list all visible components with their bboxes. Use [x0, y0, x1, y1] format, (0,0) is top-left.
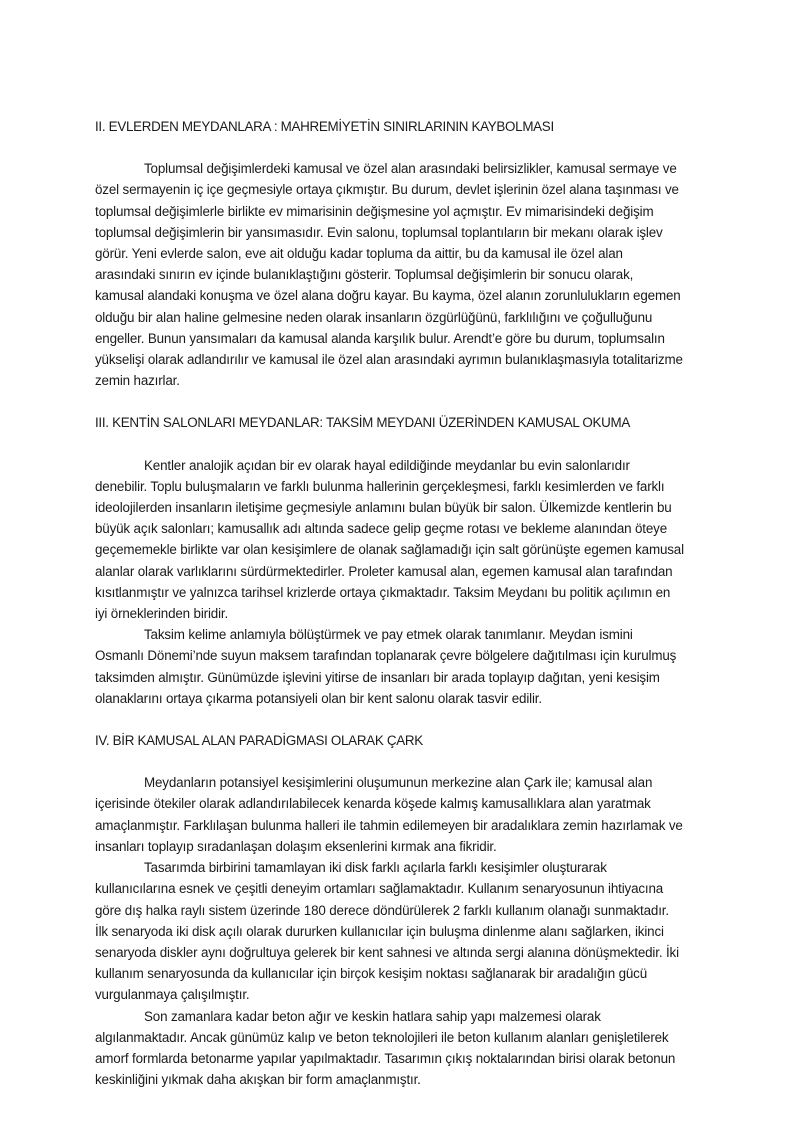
text-line: Meydanların potansiyel kesişimlerini oluşumunun merkezine alan Çark ile; kamusal alan: [144, 775, 653, 791]
text-line: insanları toplayıp sıradanlaşan dolaşım eksenlerini kırmak ana fikridir.: [95, 838, 497, 854]
section-body: [95, 772, 715, 1090]
text-line: engeller. Bunun yansımaları da kamusal alanda karşılık bulur. Arendt’e göre bu durum, toplumsalın: [95, 330, 665, 346]
text-line: göre dış halka raylı sistem üzerinde 180 derece döndürülerek 2 farklı kullanım olanağı sunmaktadır.: [95, 902, 669, 918]
text-line: denebilir. Toplu buluşmaların ve farklı bulunma hallerinin gerçekleşmesi, farklı kesimlerden ve farklı: [95, 478, 665, 494]
text-line: yükselişi olarak adlandırılır ve kamusal ile özel alan arasındaki ayrımın bulanıklaşmasıyla totalitarizme: [95, 352, 683, 368]
text-line: geçememekle birlikte var olan kesişimlere de olanak sağlamadığı için salt görünüşte egemen kamusal: [95, 542, 684, 558]
text-line: özel sermayenin iç içe geçmesiyle ortaya çıkmıştır. Bu durum, devlet işlerinin özel alana taşınması ve: [95, 182, 679, 198]
section-heading: III. KENTİN SALONLARI MEYDANLAR: TAKSİM MEYDANI ÜZERİNDEN KAMUSAL OKUMA: [95, 415, 631, 431]
paragraph: [95, 772, 715, 857]
document-page: [95, 116, 715, 1111]
text-line: amaçlanmıştır. Farklılaşan bulunma halleri ile tahmin edilemeyen bir aradalıklara zemin hazırlamak ve: [95, 817, 683, 833]
text-line: iyi örneklerinden biridir.: [95, 606, 229, 622]
text-line: kullanıcılarına esnek ve çeşitli deneyim ortamları sağlamaktadır. Kullanım senaryosunun ihtiyacına: [95, 881, 664, 897]
text-line: zemin hazırlar.: [95, 373, 180, 389]
text-line: toplumsal değişimlerle birlikte ev mimarisinin değişmesine yol açmıştır. Ev mimarisindeki değişim: [95, 203, 654, 219]
text-line: vurgulanmaya çalışılmıştır.: [95, 987, 250, 1003]
text-line: Tasarımda birbirini tamamlayan iki disk farklı açılarla farklı kesişimler oluşturarak: [144, 860, 607, 876]
text-line: algılanmaktadır. Ancak günümüz kalıp ve beton teknolojileri ile beton kullanım alanları genişletilerek: [95, 1029, 669, 1045]
section-heading: II. EVLERDEN MEYDANLARA : MAHREMİYETİN SINIRLARININ KAYBOLMASI: [95, 119, 554, 134]
text-line: alanlar olarak varlıklarını sürdürmektedirler. Proleter kamusal alan, egemen kamusal alan tarafından: [95, 563, 673, 579]
text-line: içerisinde ötekiler olarak adlandırılabilecek kenarda köşede kalmış kamusallıklara alan yaratmak: [95, 796, 651, 812]
section-heading: IV. BİR KAMUSAL ALAN PARADİGMASI OLARAK ÇARK: [95, 733, 423, 749]
text-line: kullanım senaryosunda da kullanıcılar için birçok kesişim noktası sağlanarak bir aradalığın gücü: [95, 966, 648, 982]
paragraph: [95, 1006, 715, 1091]
text-line: kısıtlanmıştır ve yalnızca tarihsel krizlerde ortaya çıkmaktadır. Taksim Meydanı bu politik açılımın en: [95, 584, 671, 600]
text-line: olanaklarını ortaya çıkarma potansiyeli olan bir kent salonu olarak tasvir edilir.: [95, 690, 542, 706]
text-line: senaryoda diskler aynı doğrultuya gelerek bir kent sahnesi ve altında sergi alanına dönüşmektedir. İki: [95, 944, 679, 960]
section-body: [95, 455, 715, 709]
text-line: arasındaki sınırın ev içinde bulanıklaştığını gösterir. Toplumsal değişimlerin bir sonucu olarak,: [95, 267, 634, 283]
text-line: amorf formlarda betonarme yapılar yapılmaktadır. Tasarımın çıkış noktalarından birisi olarak betonun: [95, 1050, 676, 1066]
text-line: ideolojilerden insanların iletişime geçmesiyle anlamını bulan büyük bir salon. Ülkemizde kentlerin bu: [95, 500, 672, 516]
paragraph: [95, 455, 715, 625]
text-line: Son zamanlara kadar beton ağır ve keskin hatlara sahip yapı malzemesi olarak: [144, 1008, 601, 1024]
paragraph: [95, 158, 715, 391]
paragraph: [95, 857, 715, 1005]
text-line: Osmanlı Dönemi’nde suyun maksem tarafından toplanarak çevre bölgelere dağıtılması için kurulmuş: [95, 648, 677, 664]
text-line: İlk senaryoda iki disk açılı olarak dururken kullanıcılar için buluşma dinlenme alanı sağlarken, ikinci: [95, 923, 664, 939]
text-line: kamusal alandaki konuşma ve özel alana doğru kayar. Bu kayma, özel alanın zorunlulukların egemen: [95, 288, 681, 304]
paragraph: [95, 624, 715, 709]
text-line: Taksim kelime anlamıyla bölüştürmek ve pay etmek olarak tanımlanır. Meydan ismini: [144, 627, 633, 643]
text-line: Kentler analojik açıdan bir ev olarak hayal edildiğinde meydanlar bu evin salonlarıdır: [144, 457, 630, 473]
text-line: taksimden almıştır. Günümüzde işlevini yitirse de insanları bir arada toplayıp dağıtan, yeni kesişim: [95, 669, 660, 685]
text-line: keskinliğini yıkmak daha akışkan bir form amaçlanmıştır.: [95, 1072, 421, 1088]
text-line: büyük açık salonları; kamusallık adı altında sadece gelip geçme rotası ve bekleme alanından öteye: [95, 521, 668, 537]
text-line: olduğu bir alan haline gelmesine neden olarak insanların özgürlüğünü, farklılığını ve çoğulluğunu: [95, 309, 653, 325]
text-line: Toplumsal değişimlerdeki kamusal ve özel alan arasındaki belirsizlikler, kamusal sermaye ve: [144, 161, 677, 177]
section-body: [95, 158, 715, 391]
text-line: görür. Yeni evlerde salon, eve ait olduğu kadar topluma da aittir, bu da kamusal ile özel alan: [95, 246, 623, 262]
text-line: toplumsal değişimlerin bir yansımasıdır. Evin salonu, toplumsal toplantıların bir mekanı olarak işlev: [95, 224, 663, 240]
